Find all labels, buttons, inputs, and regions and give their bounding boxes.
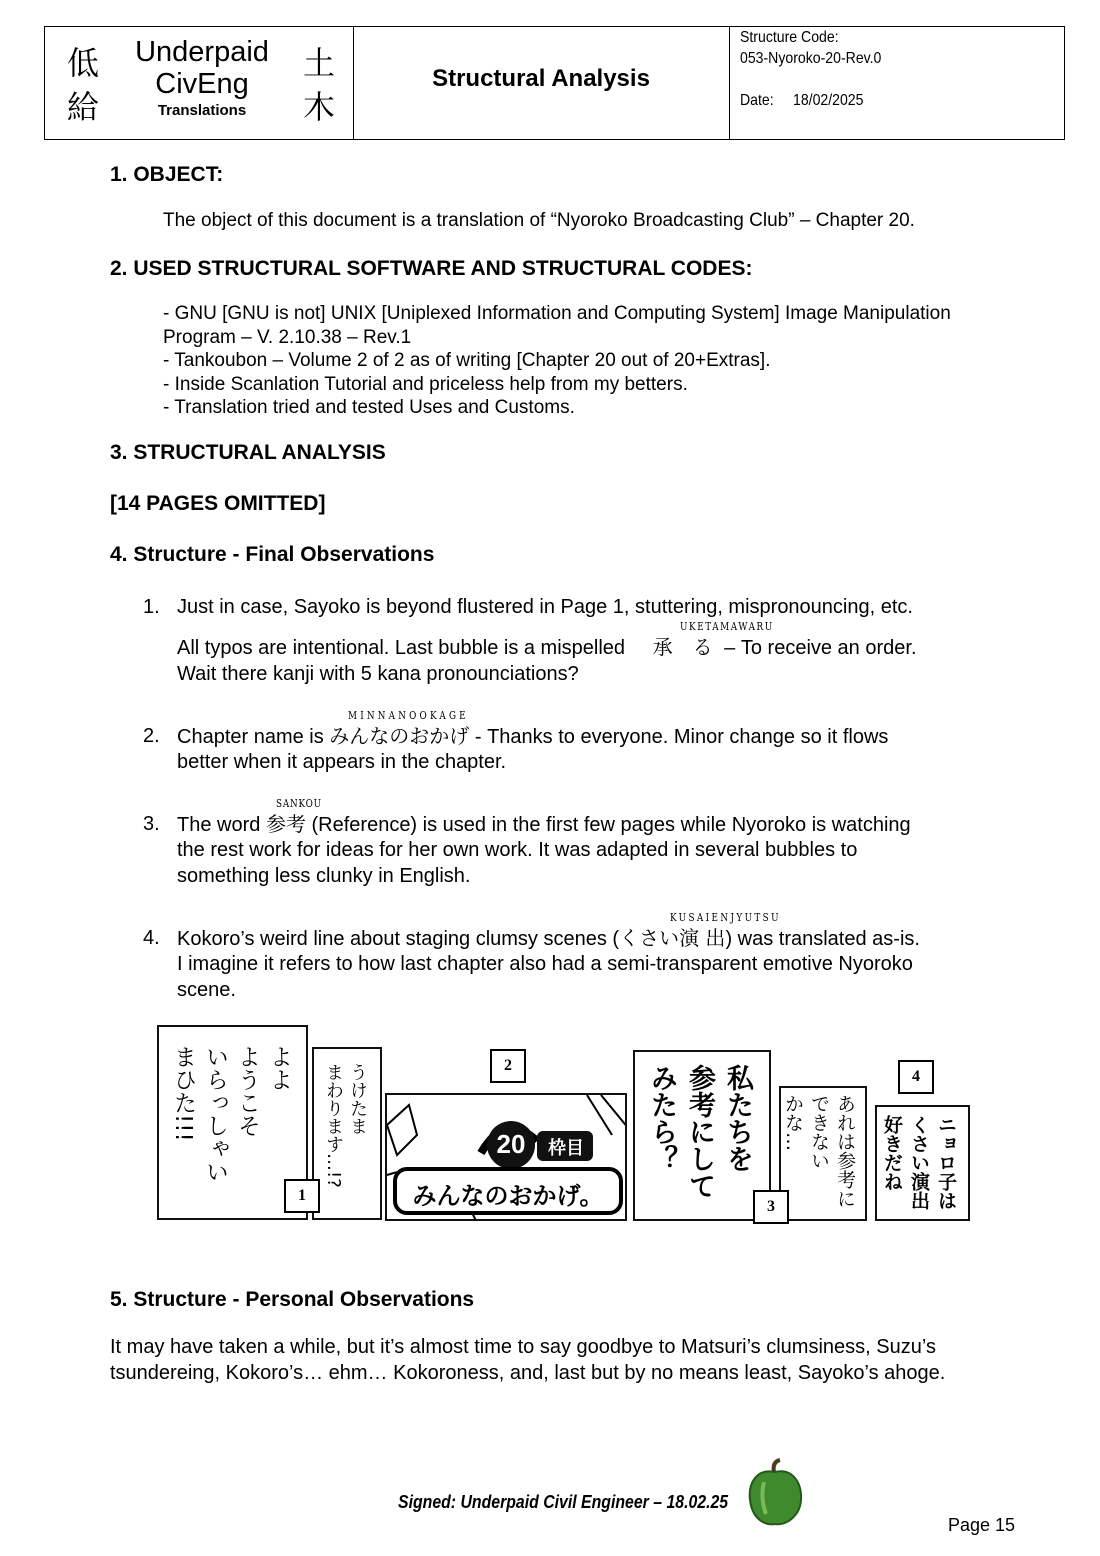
item-3-line-1: [177, 811, 911, 838]
item-1-meaning: – To receive an order.: [724, 637, 917, 659]
item-3-number: 3.: [143, 813, 160, 835]
panel-number-3: 3: [753, 1190, 789, 1224]
panel-1-text-col: いらっしゃい: [202, 1045, 228, 1183]
panel-number-4: 4: [898, 1060, 934, 1094]
item-4-line-1: [177, 925, 920, 952]
item-1-text: All typos are intentional. Last bubble is a mispelled: [177, 637, 626, 659]
panel-1-text-col: ようこそ: [234, 1045, 260, 1137]
item-1-japanese: 承 る: [652, 635, 713, 659]
header-table: [44, 26, 1065, 140]
panel-4-text-col: 好きだね: [881, 1115, 903, 1191]
manga-panel-1-bubble: [312, 1047, 382, 1220]
item-4-line-2: I imagine it refers to how last chapter also had a semi-transparent emotive Nyoroko: [177, 953, 913, 975]
logo-subtitle: Translations: [157, 102, 247, 119]
item-3-ruby: SANKOU: [276, 797, 322, 810]
item-4-japanese: くさい演 出: [619, 926, 726, 950]
item-2-text: Chapter name is: [177, 726, 324, 748]
section-2-heading: 2. USED STRUCTURAL SOFTWARE AND STRUCTURAL CODES:: [110, 257, 753, 280]
logo-kanji-left-2: 給: [67, 88, 100, 126]
section-2-line: - GNU [GNU is not] UNIX [Uniplexed Information and Computing System] Image Manipulation: [163, 303, 951, 324]
manga-panel-3-bubble: [779, 1086, 867, 1221]
item-4-ruby: KUSAIENJYUTSU: [670, 911, 781, 924]
logo-kanji-right-2: 木: [303, 88, 336, 126]
logo-name-line1: Underpaid: [135, 36, 269, 68]
section-3-heading: 3. STRUCTURAL ANALYSIS: [110, 441, 386, 464]
date-label: Date:: [740, 92, 774, 109]
document-title: Structural Analysis: [432, 65, 650, 92]
manga-panel-3: [633, 1050, 771, 1221]
date-value: 18/02/2025: [793, 92, 864, 109]
manga-excerpt-strip: [156, 1024, 971, 1224]
item-2-line-2: better when it appears in the chapter.: [177, 751, 507, 773]
item-2-ruby: MINNANOOKAGE: [348, 709, 469, 722]
panel-number-2: 2: [490, 1049, 526, 1083]
green-pepper-icon: [744, 1458, 806, 1528]
logo-kanji-right-1: 土: [303, 44, 336, 82]
section-2-line: Program – V. 2.10.38 – Rev.1: [163, 327, 412, 348]
manga-panel-4: [875, 1105, 970, 1221]
section-1-text: The object of this document is a translation of “Nyoroko Broadcasting Club” – Chapter 20.: [163, 210, 915, 231]
section-2-line: - Translation tried and tested Uses and Customs.: [163, 397, 575, 418]
meta-cell: [729, 27, 1065, 139]
item-2-number: 2.: [143, 725, 160, 747]
section-2-line: - Inside Scanlation Tutorial and priceless help from my betters.: [163, 374, 688, 395]
section-1-heading: 1. OBJECT:: [110, 163, 224, 186]
item-1-number: 1.: [143, 596, 160, 618]
signature-line: Signed: Underpaid Civil Engineer – 18.02.25: [398, 1492, 729, 1512]
item-3-japanese: 参考: [265, 812, 306, 836]
item-1-line-3: Wait there kanji with 5 kana pronounciations?: [177, 663, 579, 685]
section-2-line: - Tankoubon – Volume 2 of 2 as of writing [Chapter 20 out of 20+Extras].: [163, 350, 771, 371]
background-shape: [387, 1105, 417, 1155]
manga-panel-2: [385, 1093, 627, 1221]
item-2-japanese: みんなのおかげ: [329, 724, 470, 748]
panel-1b-text-col: まわります…!?: [323, 1063, 344, 1188]
panel-1-text-col: まひた!!!: [170, 1045, 196, 1142]
item-2-line-1: [177, 723, 888, 750]
item-4-line-3: scene.: [177, 979, 236, 1001]
page-number: Page 15: [948, 1515, 1016, 1535]
section-4-heading: 4. Structure - Final Observations: [110, 543, 435, 566]
pepper-body: [750, 1471, 801, 1524]
item-3-text: The word: [177, 814, 261, 836]
section-5-heading: 5. Structure - Personal Observations: [110, 1288, 475, 1311]
panel-number-1: 1: [284, 1179, 320, 1213]
panel-1b-text-col: うけたま: [347, 1063, 368, 1135]
pages-omitted-note: [14 PAGES OMITTED]: [110, 492, 326, 515]
background-line: [587, 1095, 612, 1135]
logo-cell: [45, 27, 354, 139]
item-3-line-3: something less clunky in English.: [177, 865, 471, 887]
item-2-text-after: - Thanks to everyone. Minor change so it flows: [474, 726, 889, 748]
pepper-stem: [774, 1460, 780, 1472]
item-4-number: 4.: [143, 927, 160, 949]
panel-4-text-col: ニョロ子は: [935, 1115, 957, 1210]
logo-name-line2: CivEng: [155, 68, 249, 100]
panel-3-text-col: みたら？: [646, 1064, 677, 1172]
panel-3-text-col: 私たちを: [722, 1064, 753, 1172]
panel-3b-text-col: できない: [808, 1094, 830, 1170]
section-5-line-1: It may have taken a while, but it’s almost time to say goodbye to Matsuri’s clumsiness, Suzu’s: [110, 1336, 936, 1358]
item-1-ruby: UKETAMAWARU: [680, 620, 774, 633]
item-4-text-after: ) was translated as-is.: [725, 928, 920, 950]
item-1-line-2: [177, 634, 917, 661]
panel-3b-text-col: かな…: [782, 1094, 804, 1151]
chapter-title-jp: みんなのおかげ。: [412, 1182, 604, 1210]
section-5-line-2: tsundereing, Kokoro’s… ehm… Kokoroness, and, last but by no means least, Sayoko’s ahoge.: [110, 1362, 946, 1384]
chapter-number: 20: [496, 1129, 526, 1159]
panel-1-text-col: よよ: [266, 1045, 292, 1091]
item-1-line-1: Just in case, Sayoko is beyond flustered in Page 1, stuttering, mispronouncing, etc.: [177, 596, 913, 618]
item-3-text-after: (Reference) is used in the first few pages while Nyoroko is watching: [311, 814, 911, 836]
panel-4-text-col: くさい演出: [908, 1115, 930, 1210]
item-4-text: Kokoro’s weird line about staging clumsy scenes (: [177, 928, 620, 950]
panel-3b-text-col: あれは参考に: [834, 1094, 856, 1208]
chapter-kanji: 枠目: [548, 1138, 584, 1159]
panel-3-text-col: 参考にして: [684, 1064, 715, 1199]
logo-kanji-left-1: 低: [67, 44, 100, 82]
code-label: Structure Code:: [740, 29, 839, 46]
code-value: 053-Nyoroko-20-Rev.0: [740, 50, 882, 67]
item-3-line-2: the rest work for ideas for her own work. It was adapted in several bubbles to: [177, 839, 858, 861]
